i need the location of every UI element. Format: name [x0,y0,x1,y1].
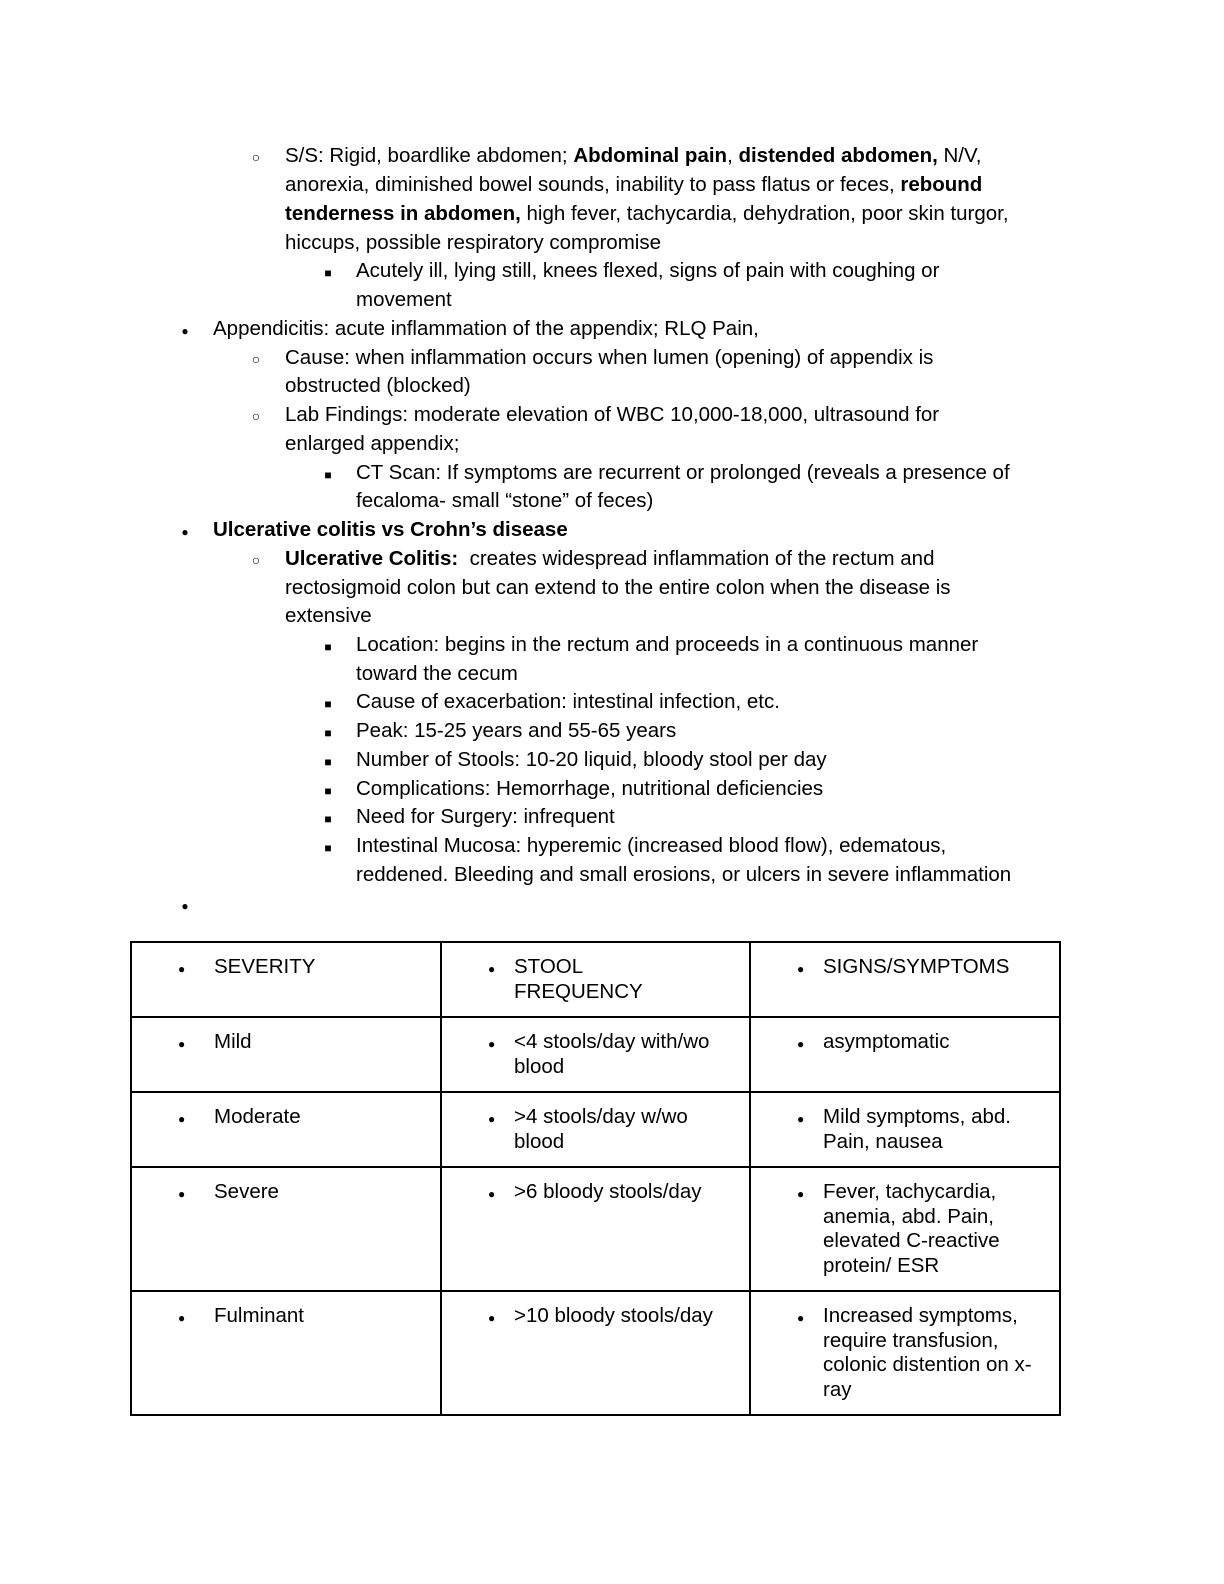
uc-cause: Cause of exacerbation: intestinal infection, etc. [356,690,780,713]
square-bullet-icon [321,459,335,489]
disc-bullet-icon [797,1030,804,1057]
uc-peak: Peak: 15-25 years and 55-65 years [356,719,677,742]
disc-bullet-icon [178,1105,185,1132]
ss-sub-line-2: movement [356,288,452,311]
ss-sub-line-1: Acutely ill, lying still, knees flexed, signs of pain with coughing or [356,259,940,282]
table-row [131,1017,1060,1092]
ss-line-2 [285,171,982,199]
disc-bullet-icon [488,1105,495,1132]
cell-text: Increased symptoms, require transfusion, colonic distention on x-ray [823,1304,1032,1401]
uc-def-line-2: rectosigmoid colon but can extend to the entire colon when the disease is [285,576,951,599]
cell-text: SIGNS/SYMPTOMS [823,955,1010,978]
disc-bullet-icon [178,1180,185,1207]
cell-text: >10 bloody stools/day [514,1304,713,1327]
severity-table [130,941,1061,1416]
table-cell [441,1092,750,1167]
table-cell [750,1291,1060,1415]
cell-text: asymptomatic [823,1030,950,1053]
square-bullet-icon [321,832,335,862]
table-cell [131,1092,441,1167]
appendicitis-ct-line-1: CT Scan: If symptoms are recurrent or prolonged (reveals a presence of [356,461,1010,484]
square-bullet-icon [321,746,335,776]
circle-bullet-icon [249,401,263,430]
appendicitis-lab-line-2: enlarged appendix; [285,432,460,455]
text: anorexia, diminished bowel sounds, inability to pass flatus or feces, [285,173,901,196]
disc-bullet-icon [488,1180,495,1207]
text: S/S: Rigid, boardlike abdomen; [285,144,574,167]
cell-text: Moderate [214,1105,301,1128]
cell-text: Mild symptoms, abd. Pain, nausea [823,1105,1011,1153]
disc-bullet-icon [488,1030,495,1057]
table-cell [750,1092,1060,1167]
table-row [131,1167,1060,1291]
disc-bullet-icon [797,1105,804,1132]
disc-bullet-icon [178,1030,185,1057]
uc-def-line-3: extensive [285,604,372,627]
table-cell [131,1167,441,1291]
uc-def-line-1 [285,545,934,573]
cell-text: >6 bloody stools/day [514,1180,702,1203]
square-bullet-icon [321,631,335,661]
uc-location-line-2: toward the cecum [356,662,518,685]
bold-text: distended abdomen, [738,144,938,167]
disc-bullet-icon [178,955,185,982]
table-header-cell [131,942,441,1017]
cell-text: Severe [214,1180,279,1203]
table-cell [441,1291,750,1415]
uc-stools: Number of Stools: 10-20 liquid, bloody stool per day [356,748,827,771]
disc-bullet-icon [797,1180,804,1207]
bold-text: Abdominal pain [573,144,728,167]
disc-bullet-icon [488,1304,495,1331]
appendicitis-title: Appendicitis: acute inflammation of the appendix; RLQ Pain, [213,317,759,340]
text: high fever, tachycardia, dehydration, poor skin turgor, [520,202,1009,225]
table-cell [750,1167,1060,1291]
uc-mucosa-line-2: reddened. Bleeding and small erosions, or ulcers in severe inflammation [356,863,1012,886]
bold-text: tenderness in abdomen, [285,202,521,225]
table-header-row [131,942,1060,1017]
table-cell [131,1017,441,1092]
text: N/V, [937,144,982,167]
cell-text: Fever, tachycardia, anemia, abd. Pain, elevated C-reactive protein/ ESR [823,1180,1000,1277]
disc-bullet-icon [178,1304,185,1331]
uc-surgery: Need for Surgery: infrequent [356,805,615,828]
circle-bullet-icon [249,344,263,373]
appendicitis-ct-line-2: fecaloma- small “stone” of feces) [356,489,654,512]
ss-line-3 [285,200,1009,228]
disc-bullet-icon [178,890,192,920]
disc-bullet-icon [178,516,192,546]
square-bullet-icon [321,717,335,747]
disc-bullet-icon [797,1304,804,1331]
square-bullet-icon [321,775,335,805]
disc-bullet-icon [178,315,192,345]
square-bullet-icon [321,257,335,287]
uc-complications: Complications: Hemorrhage, nutritional deficiencies [356,777,824,800]
table-cell [750,1017,1060,1092]
cell-text: SEVERITY [214,955,316,978]
cell-text: >4 stools/day w/wo blood [514,1105,688,1153]
square-bullet-icon [321,803,335,833]
table-cell [441,1167,750,1291]
ss-line-1 [285,142,981,170]
circle-bullet-icon [249,142,263,171]
table-row [131,1092,1060,1167]
text: creates widespread inflammation of the rectum and [458,547,935,570]
appendicitis-cause-line-2: obstructed (blocked) [285,374,471,397]
uc-mucosa-line-1: Intestinal Mucosa: hyperemic (increased blood flow), edematous, [356,834,947,857]
uc-title: Ulcerative colitis vs Crohn’s disease [213,518,568,541]
disc-bullet-icon [797,955,804,982]
uc-location-line-1: Location: begins in the rectum and proceeds in a continuous manner [356,633,979,656]
appendicitis-cause-line-1: Cause: when inflammation occurs when lumen (opening) of appendix is [285,346,934,369]
table-header-cell [441,942,750,1017]
ss-line-4: hiccups, possible respiratory compromise [285,231,661,254]
table-cell [441,1017,750,1092]
square-bullet-icon [321,688,335,718]
appendicitis-lab-line-1: Lab Findings: moderate elevation of WBC 10,000-18,000, ultrasound for [285,403,940,426]
text: , [727,144,739,167]
table-cell [131,1291,441,1415]
cell-text: <4 stools/day with/wo blood [514,1030,710,1078]
bold-text: rebound [900,173,983,196]
circle-bullet-icon [249,545,263,574]
disc-bullet-icon [488,955,495,982]
table-header-cell [750,942,1060,1017]
bold-text: Ulcerative Colitis: [285,547,459,570]
cell-text: STOOL FREQUENCY [514,955,643,1003]
cell-text: Mild [214,1030,252,1053]
table-row [131,1291,1060,1415]
cell-text: Fulminant [214,1304,305,1327]
